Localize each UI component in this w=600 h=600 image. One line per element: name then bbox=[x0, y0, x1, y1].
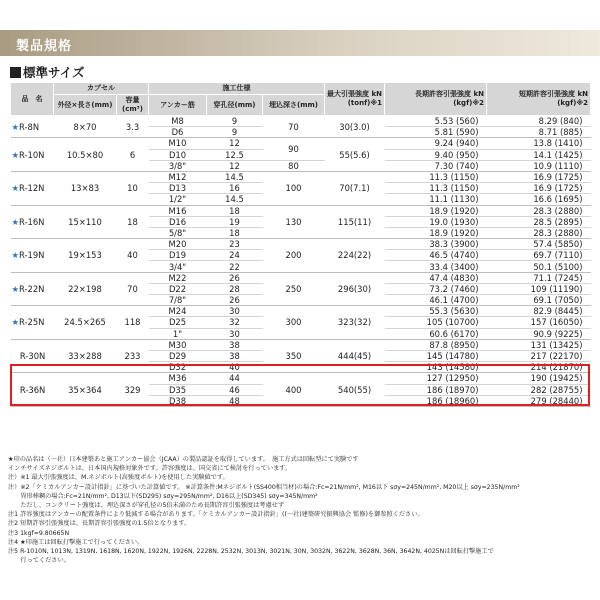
short-term-allowable: 69.7 (7110) bbox=[487, 250, 591, 261]
max-tensile: 323(32) bbox=[325, 306, 385, 340]
short-term-allowable: 71.1 (7245) bbox=[487, 272, 591, 283]
table-row bbox=[11, 239, 591, 250]
product-name-text: R-16N bbox=[19, 216, 45, 227]
anchor-bar: M12 bbox=[149, 171, 207, 182]
short-term-allowable: 217 (22170) bbox=[487, 350, 591, 361]
embed-depth: 350 bbox=[263, 339, 325, 373]
short-term-allowable: 50.1 (5100) bbox=[487, 261, 591, 272]
anchor-bar: 5/8" bbox=[149, 227, 207, 238]
footnote-line: 注）※2「ケミカルアンカー設計指針」に基づいた計算値です。 ※計算条件:Mネジボルト(SS400相当材)の場合:Fc=21N/mm², M16以下 sσy=245N/mm², M20以上 sσy=235N/mm² bbox=[8, 483, 520, 491]
short-term-allowable: 16.9 (1725) bbox=[487, 171, 591, 182]
star-icon: ★ bbox=[11, 250, 20, 261]
product-name bbox=[11, 373, 54, 407]
product-name bbox=[11, 239, 54, 273]
anchor-bar: D35 bbox=[149, 384, 207, 395]
product-name bbox=[11, 116, 54, 138]
long-term-allowable: 105 (10700) bbox=[385, 317, 487, 328]
short-term-allowable: 214 (21870) bbox=[487, 362, 591, 373]
header-size: 外径×長さ(mm) bbox=[54, 95, 117, 116]
product-name bbox=[11, 138, 54, 172]
long-term-allowable: 186 (18960) bbox=[385, 395, 487, 406]
anchor-bar: M10 bbox=[149, 138, 207, 149]
short-term-allowable: 82.9 (8445) bbox=[487, 306, 591, 317]
product-name bbox=[11, 205, 54, 239]
table-row bbox=[11, 116, 591, 127]
header-long: 長期許容引張強度 kN (kgf)※2 bbox=[385, 83, 487, 116]
short-term-allowable: 190 (19425) bbox=[487, 373, 591, 384]
product-name bbox=[11, 171, 54, 205]
max-tensile: 30(3.0) bbox=[325, 116, 385, 138]
header-depth: 埋込深さ(mm) bbox=[263, 95, 325, 116]
hole-diameter: 12 bbox=[207, 138, 263, 149]
hole-diameter: 14.5 bbox=[207, 171, 263, 182]
capsule-size: 33×288 bbox=[54, 339, 117, 373]
long-term-allowable: 18.9 (1920) bbox=[385, 227, 487, 238]
embed-depth: 90 bbox=[263, 138, 325, 160]
hole-diameter: 32 bbox=[207, 317, 263, 328]
long-term-allowable: 19.0 (1930) bbox=[385, 216, 487, 227]
max-tensile: 70(7.1) bbox=[325, 171, 385, 205]
anchor-bar: M24 bbox=[149, 306, 207, 317]
short-term-allowable: 10.9 (1110) bbox=[487, 160, 591, 171]
long-term-allowable: 127 (12950) bbox=[385, 373, 487, 384]
footnote-line: 注5 R-1010N, 1013N, 1319N, 1618N, 1620N, 1922N, 1926N, 2228N, 2532N, 3013N, 3021N, 30N, 3032N, 3622N, 3628N, 36N, 3642N, 4025Nは回転打撃施工で bbox=[8, 548, 494, 556]
hole-diameter: 44 bbox=[207, 373, 263, 384]
anchor-bar: D13 bbox=[149, 183, 207, 194]
short-term-allowable: 8.71 (885) bbox=[487, 127, 591, 138]
anchor-bar: D19 bbox=[149, 250, 207, 261]
long-term-allowable: 73.2 (7460) bbox=[385, 283, 487, 294]
anchor-bar: D25 bbox=[149, 317, 207, 328]
short-term-allowable: 16.9 (1725) bbox=[487, 183, 591, 194]
hole-diameter: 26 bbox=[207, 295, 263, 306]
embed-depth: 300 bbox=[263, 306, 325, 340]
anchor-bar: D29 bbox=[149, 350, 207, 361]
capsule-volume: 18 bbox=[117, 205, 149, 239]
table-row bbox=[11, 272, 591, 283]
footnotes bbox=[8, 455, 592, 565]
long-term-allowable: 33.4 (3400) bbox=[385, 261, 487, 272]
short-term-allowable: 157 (16050) bbox=[487, 317, 591, 328]
hole-diameter: 38 bbox=[207, 350, 263, 361]
anchor-bar: D38 bbox=[149, 395, 207, 406]
long-term-allowable: 5.81 (590) bbox=[385, 127, 487, 138]
capsule-size: 13×83 bbox=[54, 171, 117, 205]
anchor-bar: 7/8" bbox=[149, 295, 207, 306]
max-tensile: 444(45) bbox=[325, 339, 385, 373]
header-capsule: カプセル bbox=[54, 83, 149, 95]
anchor-bar: D32 bbox=[149, 362, 207, 373]
capsule-volume: 329 bbox=[117, 373, 149, 407]
hole-diameter: 9 bbox=[207, 116, 263, 127]
capsule-size: 24.5×265 bbox=[54, 306, 117, 340]
short-term-allowable: 13.8 (1410) bbox=[487, 138, 591, 149]
long-term-allowable: 47.4 (4830) bbox=[385, 272, 487, 283]
product-name-text: R-22N bbox=[19, 283, 45, 294]
short-term-allowable: 279 (28440) bbox=[487, 395, 591, 406]
long-term-allowable: 55.3 (5630) bbox=[385, 306, 487, 317]
anchor-bar: M30 bbox=[149, 339, 207, 350]
anchor-bar: 1/2" bbox=[149, 194, 207, 205]
product-name bbox=[11, 306, 54, 340]
subsection-title bbox=[10, 63, 85, 81]
table-row bbox=[11, 306, 591, 317]
short-term-allowable: 57.4 (5850) bbox=[487, 239, 591, 250]
product-name-text: R-12N bbox=[19, 183, 45, 194]
star-icon: ★ bbox=[11, 216, 20, 227]
product-name-text: R-8N bbox=[19, 121, 40, 132]
long-term-allowable: 46.5 (4740) bbox=[385, 250, 487, 261]
name-indent bbox=[12, 385, 20, 395]
hole-diameter: 12 bbox=[207, 160, 263, 171]
section-banner bbox=[0, 30, 600, 56]
short-term-allowable: 28.5 (2895) bbox=[487, 216, 591, 227]
capsule-volume: 3.3 bbox=[117, 116, 149, 138]
embed-depth: 70 bbox=[263, 116, 325, 138]
long-term-allowable: 7.30 (740) bbox=[385, 160, 487, 171]
anchor-bar: 1" bbox=[149, 328, 207, 339]
product-name bbox=[11, 272, 54, 306]
footnote-line: 注1 許容強度はアンカーの配置条件により低減する場合があります。「ケミカルアンカー設計指針」((一社)建築研究振興協会 監修)を御参照ください。 bbox=[8, 511, 424, 519]
product-name-text: R-19N bbox=[19, 250, 45, 261]
long-term-allowable: 18.9 (1920) bbox=[385, 205, 487, 216]
long-term-allowable: 38.3 (3900) bbox=[385, 239, 487, 250]
star-icon: ★ bbox=[11, 149, 20, 160]
product-name-text: R-36N bbox=[19, 384, 46, 395]
max-tensile: 55(5.6) bbox=[325, 138, 385, 172]
capsule-size: 15×110 bbox=[54, 205, 117, 239]
header-max: 最大引張強度 kN (tonf)※1 bbox=[325, 83, 385, 116]
hole-diameter: 30 bbox=[207, 328, 263, 339]
hole-diameter: 23 bbox=[207, 239, 263, 250]
anchor-bar: D22 bbox=[149, 283, 207, 294]
anchor-bar: M36 bbox=[149, 373, 207, 384]
header-hole: 穿孔径(mm) bbox=[207, 95, 263, 116]
hole-diameter: 19 bbox=[207, 216, 263, 227]
hole-diameter: 12.5 bbox=[207, 149, 263, 160]
footnote-line: 注）※1 最大引張強度は、M.ネジボルト(高強度ボルト)を使用した実験値です。 bbox=[8, 474, 229, 482]
hole-diameter: 28 bbox=[207, 283, 263, 294]
long-term-allowable: 143 (14580) bbox=[385, 362, 487, 373]
short-term-allowable: 28.3 (2880) bbox=[487, 205, 591, 216]
long-term-allowable: 145 (14780) bbox=[385, 350, 487, 361]
capsule-volume: 10 bbox=[117, 171, 149, 205]
table-row bbox=[11, 138, 591, 149]
anchor-bar: D6 bbox=[149, 127, 207, 138]
table-row bbox=[11, 339, 591, 350]
subsection-title-text: 標準サイズ bbox=[23, 65, 85, 80]
hole-diameter: 9 bbox=[207, 127, 263, 138]
long-term-allowable: 87.8 (8950) bbox=[385, 339, 487, 350]
max-tensile: 224(22) bbox=[325, 239, 385, 273]
embed-depth: 130 bbox=[263, 205, 325, 239]
long-term-allowable: 5.53 (560) bbox=[385, 116, 487, 127]
hole-diameter: 22 bbox=[207, 261, 263, 272]
short-term-allowable: 131 (13425) bbox=[487, 339, 591, 350]
header-work: 施工仕様 bbox=[149, 83, 325, 95]
short-term-allowable: 90.9 (9225) bbox=[487, 328, 591, 339]
header-volume: 容量(cm³) bbox=[117, 95, 149, 116]
product-name bbox=[11, 339, 54, 373]
max-tensile: 540(55) bbox=[325, 373, 385, 407]
hole-diameter: 24 bbox=[207, 250, 263, 261]
long-term-allowable: 9.40 (950) bbox=[385, 149, 487, 160]
hole-diameter: 16 bbox=[207, 183, 263, 194]
embed-depth: 200 bbox=[263, 239, 325, 273]
footnote-line: 注4 ★印施工は回転打撃施工で行ってください。 bbox=[8, 538, 144, 546]
short-term-allowable: 282 (28755) bbox=[487, 384, 591, 395]
capsule-volume: 70 bbox=[117, 272, 149, 306]
long-term-allowable: 11.3 (1150) bbox=[385, 171, 487, 182]
star-icon: ★ bbox=[11, 121, 20, 132]
long-term-allowable: 60.6 (6170) bbox=[385, 328, 487, 339]
capsule-volume: 118 bbox=[117, 306, 149, 340]
anchor-bar: M22 bbox=[149, 272, 207, 283]
long-term-allowable: 46.1 (4700) bbox=[385, 295, 487, 306]
embed-depth: 400 bbox=[263, 373, 325, 407]
short-term-allowable: 14.1 (1425) bbox=[487, 149, 591, 160]
long-term-allowable: 9.24 (940) bbox=[385, 138, 487, 149]
anchor-bar: M16 bbox=[149, 205, 207, 216]
footnote-line: 注2 短期許容引張強度は、長期許容引張強度の1.5倍となります。 bbox=[8, 520, 191, 528]
max-tensile: 115(11) bbox=[325, 205, 385, 239]
table-row bbox=[11, 373, 591, 384]
embed-depth: 100 bbox=[263, 171, 325, 205]
hole-diameter: 38 bbox=[207, 339, 263, 350]
product-name-text: R-10N bbox=[19, 149, 45, 160]
spec-table bbox=[10, 82, 591, 407]
hole-diameter: 30 bbox=[207, 306, 263, 317]
long-term-allowable: 11.3 (1150) bbox=[385, 183, 487, 194]
anchor-bar: M20 bbox=[149, 239, 207, 250]
footnote-line: 注3 1kgf=9.80665N bbox=[8, 529, 70, 537]
capsule-volume: 6 bbox=[117, 138, 149, 172]
capsule-size: 19×153 bbox=[54, 239, 117, 273]
capsule-volume: 233 bbox=[117, 339, 149, 373]
anchor-bar: D10 bbox=[149, 149, 207, 160]
long-term-allowable: 186 (18970) bbox=[385, 384, 487, 395]
hole-diameter: 26 bbox=[207, 272, 263, 283]
footnote-line: インチサイズネジボルトは、日本国内規格対象外です。許容強度は、国交省にて検討を行っています。 bbox=[8, 465, 292, 473]
table-row bbox=[11, 205, 591, 216]
square-bullet-icon bbox=[10, 67, 21, 78]
short-term-allowable: 69.1 (7050) bbox=[487, 295, 591, 306]
embed-depth: 250 bbox=[263, 272, 325, 306]
short-term-allowable: 28.3 (2880) bbox=[487, 227, 591, 238]
footnote-line: 異形棒鋼の場合:Fc=21N/mm², D13以下(SD295) sσy=295N/mm², D16以上(SD345) sσy=345N/mm² bbox=[8, 492, 318, 500]
hole-diameter: 18 bbox=[207, 205, 263, 216]
max-tensile: 296(30) bbox=[325, 272, 385, 306]
section-title: 製品規格 bbox=[16, 39, 73, 54]
product-name-text: R-30N bbox=[19, 351, 46, 362]
hole-diameter: 46 bbox=[207, 384, 263, 395]
header-anchor: アンカー筋 bbox=[149, 95, 207, 116]
anchor-bar: 3/8" bbox=[149, 160, 207, 171]
anchor-bar: D16 bbox=[149, 216, 207, 227]
product-name-text: R-25N bbox=[19, 317, 45, 328]
embed-depth: 80 bbox=[263, 160, 325, 171]
long-term-allowable: 11.1 (1130) bbox=[385, 194, 487, 205]
star-icon: ★ bbox=[11, 183, 20, 194]
capsule-volume: 40 bbox=[117, 239, 149, 273]
footnote-line: 行ってください。 bbox=[8, 557, 70, 565]
short-term-allowable: 16.6 (1695) bbox=[487, 194, 591, 205]
footnote-line: ただし、コンクリート強度は、埋込深さが穿孔径の5倍未満のため長期許容引張強度は考慮せず bbox=[8, 502, 285, 510]
header-short: 短期許容引張強度 kN (kgf)※2 bbox=[487, 83, 591, 116]
name-indent bbox=[12, 351, 20, 361]
star-icon: ★ bbox=[11, 317, 20, 328]
capsule-size: 35×364 bbox=[54, 373, 117, 407]
table-row bbox=[11, 171, 591, 182]
short-term-allowable: 109 (11190) bbox=[487, 283, 591, 294]
anchor-bar: 3/4" bbox=[149, 261, 207, 272]
hole-diameter: 18 bbox=[207, 227, 263, 238]
footnote-line: ★印の品名は（一社）日本建築あと施工アンカー協会（JCAA）の製品認証を取得しています。 施工方式は回転型にて実験です bbox=[8, 456, 359, 463]
star-icon: ★ bbox=[11, 283, 20, 294]
hole-diameter: 14.5 bbox=[207, 194, 263, 205]
anchor-bar: M8 bbox=[149, 116, 207, 127]
capsule-size: 10.5×80 bbox=[54, 138, 117, 172]
hole-diameter: 48 bbox=[207, 395, 263, 406]
short-term-allowable: 8.29 (840) bbox=[487, 116, 591, 127]
header-name: 品 名 bbox=[11, 83, 54, 116]
hole-diameter: 40 bbox=[207, 362, 263, 373]
capsule-size: 8×70 bbox=[54, 116, 117, 138]
capsule-size: 22×198 bbox=[54, 272, 117, 306]
